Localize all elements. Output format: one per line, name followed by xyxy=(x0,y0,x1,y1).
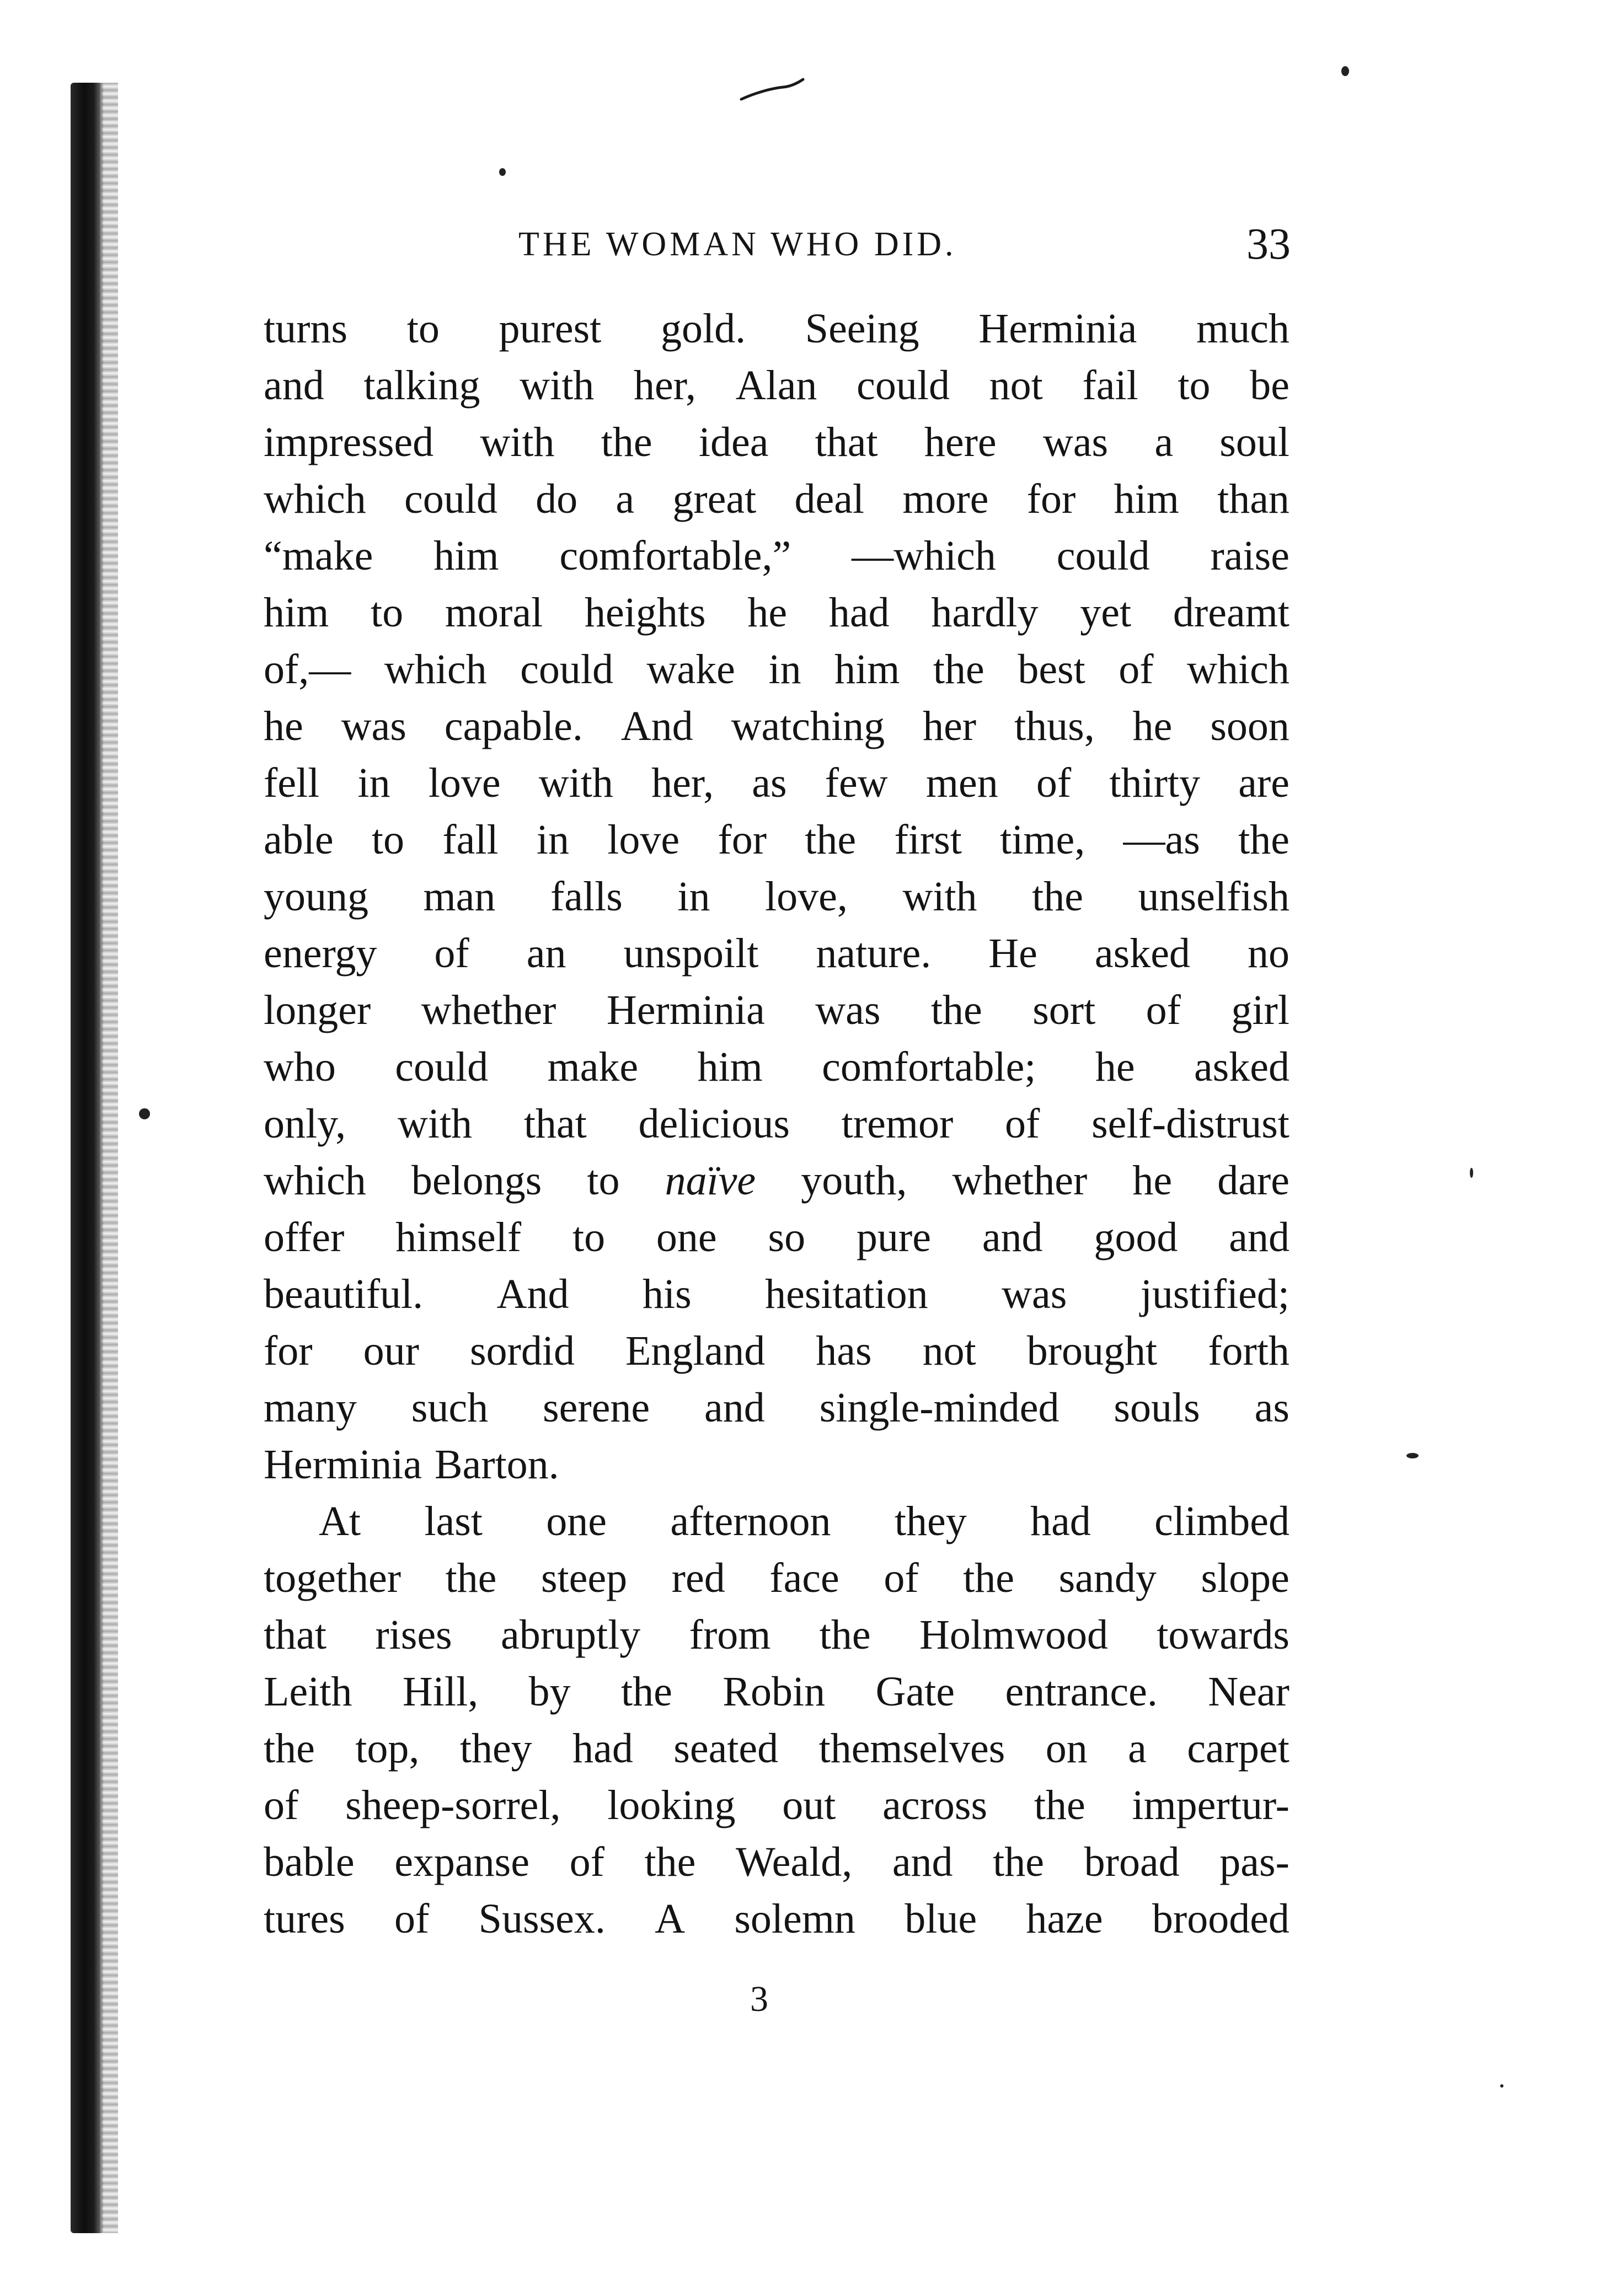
word: of xyxy=(434,930,469,977)
word: wake xyxy=(646,646,735,693)
word: an xyxy=(526,930,566,977)
word: to xyxy=(587,1157,620,1204)
word: face xyxy=(769,1555,839,1601)
word: and xyxy=(704,1385,765,1431)
word: who xyxy=(264,1044,336,1090)
word: asked xyxy=(1194,1044,1289,1090)
word: towards xyxy=(1157,1612,1289,1658)
word: heights xyxy=(584,589,706,636)
word: with xyxy=(538,760,613,806)
word: had xyxy=(1030,1498,1091,1544)
word: talking xyxy=(363,362,480,409)
word: fall xyxy=(442,817,499,863)
word: seated xyxy=(673,1725,779,1772)
word: A xyxy=(655,1896,686,1942)
word: Alan xyxy=(735,362,817,409)
word: great xyxy=(672,476,757,522)
text-line xyxy=(264,301,1289,357)
word: and xyxy=(1229,1214,1289,1260)
word: justified; xyxy=(1140,1271,1289,1317)
text-line xyxy=(264,1266,1289,1323)
word: to xyxy=(371,589,404,636)
word: in xyxy=(677,873,710,920)
word: the xyxy=(644,1839,696,1885)
text-line xyxy=(264,982,1289,1039)
word: with xyxy=(480,419,555,465)
word: him xyxy=(697,1044,763,1090)
scan-speck xyxy=(1470,1168,1473,1178)
word: from xyxy=(689,1612,771,1658)
word: tures xyxy=(264,1896,345,1942)
word: only, xyxy=(264,1101,346,1147)
word: the xyxy=(805,817,857,863)
word: with xyxy=(520,362,595,409)
word: here xyxy=(924,419,997,465)
word: purest xyxy=(499,305,602,352)
text-line xyxy=(264,812,1289,868)
text-line xyxy=(264,584,1289,641)
word: serene xyxy=(543,1385,650,1431)
word: Herminia xyxy=(978,305,1137,352)
text-line xyxy=(264,1096,1289,1152)
word: —which xyxy=(852,533,996,579)
word: sort xyxy=(1032,987,1096,1033)
word: he xyxy=(747,589,788,636)
word: had xyxy=(828,589,890,636)
word: they xyxy=(459,1725,532,1772)
word: love xyxy=(607,817,680,863)
word: as xyxy=(1254,1385,1289,1431)
running-title: THE WOMAN WHO DID. xyxy=(518,226,957,263)
word: could xyxy=(1056,533,1150,579)
word: of xyxy=(569,1839,604,1885)
word: for xyxy=(1026,476,1076,522)
word: “make xyxy=(264,533,373,579)
word: of,— xyxy=(264,646,351,693)
word: could xyxy=(395,1044,489,1090)
running-head xyxy=(518,219,1291,269)
word: and xyxy=(982,1214,1043,1260)
word: souls xyxy=(1114,1385,1200,1431)
word: could xyxy=(857,362,950,409)
word: brooded xyxy=(1152,1896,1289,1942)
text-line xyxy=(264,1834,1289,1891)
word: tremor xyxy=(841,1101,954,1147)
word: a xyxy=(616,476,635,522)
word: him xyxy=(264,589,329,636)
word: comfortable; xyxy=(822,1044,1036,1090)
word: be xyxy=(1250,362,1289,409)
word: top, xyxy=(355,1725,420,1772)
word: sordid xyxy=(469,1328,575,1374)
word: dreamt xyxy=(1173,589,1289,636)
word: afternoon xyxy=(670,1498,831,1544)
word: our xyxy=(363,1328,419,1374)
word: make xyxy=(547,1044,639,1090)
word: that xyxy=(523,1101,587,1147)
word: her xyxy=(923,703,977,749)
word: sandy xyxy=(1058,1555,1157,1601)
word: out xyxy=(782,1782,836,1828)
word: climbed xyxy=(1154,1498,1289,1544)
word: he xyxy=(1132,1157,1173,1204)
text-line xyxy=(264,1664,1289,1720)
word: that xyxy=(815,419,878,465)
text-line xyxy=(264,1607,1289,1664)
word: turns xyxy=(264,305,347,352)
word: bable xyxy=(264,1839,355,1885)
word: moral xyxy=(445,589,543,636)
word: could xyxy=(404,476,497,522)
word: belongs xyxy=(411,1157,542,1204)
word: that xyxy=(264,1612,327,1658)
word: the xyxy=(963,1555,1015,1601)
word: which xyxy=(264,1157,366,1204)
word: was xyxy=(1042,419,1109,465)
word: Herminia xyxy=(606,987,765,1033)
word: to xyxy=(406,305,440,352)
text-line xyxy=(264,755,1289,812)
word: of xyxy=(1005,1101,1040,1147)
word: the xyxy=(620,1669,672,1715)
word: the xyxy=(933,646,984,693)
word: soon xyxy=(1210,703,1289,749)
word: fail xyxy=(1082,362,1138,409)
word: forth xyxy=(1208,1328,1289,1374)
word: the xyxy=(445,1555,497,1601)
word: one xyxy=(546,1498,607,1544)
text-line xyxy=(264,1777,1289,1834)
word: the xyxy=(601,419,652,465)
word: in xyxy=(536,817,569,863)
word: himself xyxy=(395,1214,522,1260)
word: do xyxy=(536,476,578,522)
word: which xyxy=(384,646,487,693)
word: no xyxy=(1247,930,1289,977)
word: he xyxy=(1132,703,1173,749)
word: offer xyxy=(264,1214,345,1260)
word: the xyxy=(819,1612,871,1658)
word: raise xyxy=(1210,533,1289,579)
word: was xyxy=(341,703,406,749)
text-line xyxy=(264,1720,1289,1777)
word: fell xyxy=(264,760,320,806)
text-line xyxy=(264,414,1289,471)
word: was xyxy=(815,987,881,1033)
text-line xyxy=(264,471,1289,528)
word: impressed xyxy=(264,419,434,465)
word: dare xyxy=(1217,1157,1289,1204)
word: of xyxy=(1146,987,1181,1033)
word: which xyxy=(1187,646,1289,693)
scan-speck xyxy=(1341,66,1349,76)
word: slope xyxy=(1201,1555,1289,1601)
word: Robin xyxy=(723,1669,826,1715)
word: was xyxy=(1002,1271,1067,1317)
word: in xyxy=(357,760,390,806)
word: one xyxy=(656,1214,717,1260)
word: which xyxy=(264,476,366,522)
word: Sussex. xyxy=(478,1896,606,1942)
word: falls xyxy=(550,873,623,920)
word: thirty xyxy=(1109,760,1201,806)
word: Hill, xyxy=(402,1669,479,1715)
word: his xyxy=(642,1271,692,1317)
word: gold. xyxy=(660,305,746,352)
word: not xyxy=(989,362,1043,409)
word: love, xyxy=(765,873,848,920)
text-line xyxy=(264,641,1289,698)
word: young xyxy=(264,873,368,920)
text-line xyxy=(264,1039,1289,1096)
word: broad xyxy=(1084,1839,1180,1885)
word: him xyxy=(1114,476,1179,522)
word: to xyxy=(1178,362,1211,409)
word: of xyxy=(394,1896,430,1942)
word: the xyxy=(264,1725,315,1772)
word: single-minded xyxy=(819,1385,1060,1431)
word: her, xyxy=(651,760,714,806)
text-line xyxy=(264,357,1289,414)
word: nature. xyxy=(816,930,932,977)
word: Herminia xyxy=(264,1441,422,1488)
word: to xyxy=(572,1214,606,1260)
text-line xyxy=(264,698,1289,755)
word: with xyxy=(397,1101,473,1147)
word: idea xyxy=(698,419,769,465)
word: whether xyxy=(421,987,556,1033)
word: men xyxy=(925,760,998,806)
word: the xyxy=(1238,817,1289,863)
word: the xyxy=(1034,1782,1085,1828)
word: not xyxy=(922,1328,976,1374)
scan-speck xyxy=(139,1108,150,1119)
word: Seeing xyxy=(805,305,919,352)
text-line xyxy=(264,925,1289,982)
word: He xyxy=(988,930,1037,977)
word: him xyxy=(834,646,900,693)
text-line xyxy=(264,1323,1289,1380)
word: could xyxy=(520,646,613,693)
word: energy xyxy=(264,930,377,977)
word: thus, xyxy=(1014,703,1095,749)
body-text xyxy=(264,301,1289,1948)
text-line xyxy=(264,1493,1289,1550)
word: abruptly xyxy=(501,1612,641,1658)
scan-speck xyxy=(1500,2084,1503,2088)
word: unspoilt xyxy=(623,930,759,977)
word: And xyxy=(496,1271,569,1317)
word: the xyxy=(1032,873,1083,920)
word: haze xyxy=(1026,1896,1103,1942)
word: watching xyxy=(731,703,885,749)
binding-shadow xyxy=(71,83,104,2233)
word: delicious xyxy=(638,1101,790,1147)
paragraph xyxy=(264,301,1289,1493)
word: a xyxy=(1128,1725,1147,1772)
word: unselfish xyxy=(1138,873,1289,920)
word: blue xyxy=(905,1896,977,1942)
word: time, xyxy=(1000,817,1085,863)
word: Leith xyxy=(264,1669,352,1715)
word: much xyxy=(1196,305,1289,352)
text-line xyxy=(264,1436,1289,1493)
word: he xyxy=(264,703,303,749)
word: of xyxy=(1119,646,1154,693)
text-line xyxy=(264,1550,1289,1607)
word: with xyxy=(902,873,977,920)
word: across xyxy=(882,1782,988,1828)
word: he xyxy=(1095,1044,1135,1090)
word: able xyxy=(264,817,334,863)
word: a xyxy=(1154,419,1174,465)
word: —as xyxy=(1123,817,1200,863)
word: red xyxy=(671,1555,725,1601)
word: are xyxy=(1238,760,1289,806)
word: together xyxy=(264,1555,402,1601)
word: entrance. xyxy=(1005,1669,1158,1715)
word: on xyxy=(1045,1725,1088,1772)
word: asked xyxy=(1094,930,1190,977)
paragraph xyxy=(264,1493,1289,1948)
word: and xyxy=(264,362,324,409)
word: naïve xyxy=(665,1157,756,1204)
word: youth, xyxy=(801,1157,907,1204)
word: Near xyxy=(1208,1669,1289,1715)
word: solemn xyxy=(734,1896,855,1942)
text-line xyxy=(264,1380,1289,1436)
word: steep xyxy=(541,1555,628,1601)
word: beautiful. xyxy=(264,1271,424,1317)
word: by xyxy=(528,1669,571,1715)
word: in xyxy=(768,646,801,693)
word: themselves xyxy=(818,1725,1005,1772)
word: pure xyxy=(856,1214,931,1260)
page-number: 33 xyxy=(1246,220,1291,269)
word: good xyxy=(1094,1214,1178,1260)
word: Holmwood xyxy=(919,1612,1108,1658)
signature-mark: 3 xyxy=(750,1979,768,2019)
word: so xyxy=(768,1214,806,1260)
word: deal xyxy=(794,476,865,522)
word: more xyxy=(902,476,989,522)
word: and xyxy=(892,1839,953,1885)
word: hesitation xyxy=(765,1271,928,1317)
word: of xyxy=(264,1782,299,1828)
word: than xyxy=(1217,476,1289,522)
word: soul xyxy=(1219,419,1289,465)
word: pas- xyxy=(1219,1839,1289,1885)
word: last xyxy=(424,1498,483,1544)
text-line xyxy=(264,528,1289,584)
word: Gate xyxy=(875,1669,955,1715)
word: yet xyxy=(1080,589,1132,636)
word: many xyxy=(264,1385,357,1431)
word: brought xyxy=(1026,1328,1158,1374)
word: few xyxy=(825,760,888,806)
word: At xyxy=(319,1498,361,1544)
word: the xyxy=(993,1839,1045,1885)
word: self-distrust xyxy=(1091,1101,1289,1147)
scan-speck xyxy=(1406,1453,1419,1458)
word: Barton. xyxy=(434,1441,559,1488)
word: of xyxy=(1036,760,1072,806)
word: sheep-sorrel, xyxy=(345,1782,561,1828)
word: impertur- xyxy=(1132,1782,1289,1828)
word: expanse xyxy=(394,1839,529,1885)
word: him xyxy=(434,533,499,579)
word: of xyxy=(884,1555,919,1601)
word: hardly xyxy=(931,589,1039,636)
word: longer xyxy=(264,987,371,1033)
word: looking xyxy=(607,1782,736,1828)
word: had xyxy=(572,1725,633,1772)
word: for xyxy=(264,1328,313,1374)
pen-stroke-mark xyxy=(739,77,805,105)
word: rises xyxy=(375,1612,452,1658)
word: England xyxy=(625,1328,766,1374)
scan-speck xyxy=(499,168,506,176)
word: man xyxy=(423,873,496,920)
word: her, xyxy=(634,362,696,409)
text-line xyxy=(264,1152,1289,1209)
word: first xyxy=(894,817,962,863)
word: for xyxy=(718,817,767,863)
text-line xyxy=(264,1209,1289,1266)
word: best xyxy=(1018,646,1085,693)
text-line xyxy=(264,868,1289,925)
word: carpet xyxy=(1187,1725,1289,1772)
word: as xyxy=(752,760,787,806)
word: love xyxy=(428,760,501,806)
word: Weald, xyxy=(735,1839,853,1885)
word: has xyxy=(816,1328,872,1374)
word: And xyxy=(620,703,693,749)
word: the xyxy=(930,987,982,1033)
text-line xyxy=(264,1891,1289,1948)
word: such xyxy=(411,1385,489,1431)
word: whether xyxy=(952,1157,1088,1204)
word: to xyxy=(371,817,404,863)
word: they xyxy=(894,1498,967,1544)
word: capable. xyxy=(444,703,583,749)
word: girl xyxy=(1231,987,1289,1033)
word: comfortable,” xyxy=(559,533,791,579)
